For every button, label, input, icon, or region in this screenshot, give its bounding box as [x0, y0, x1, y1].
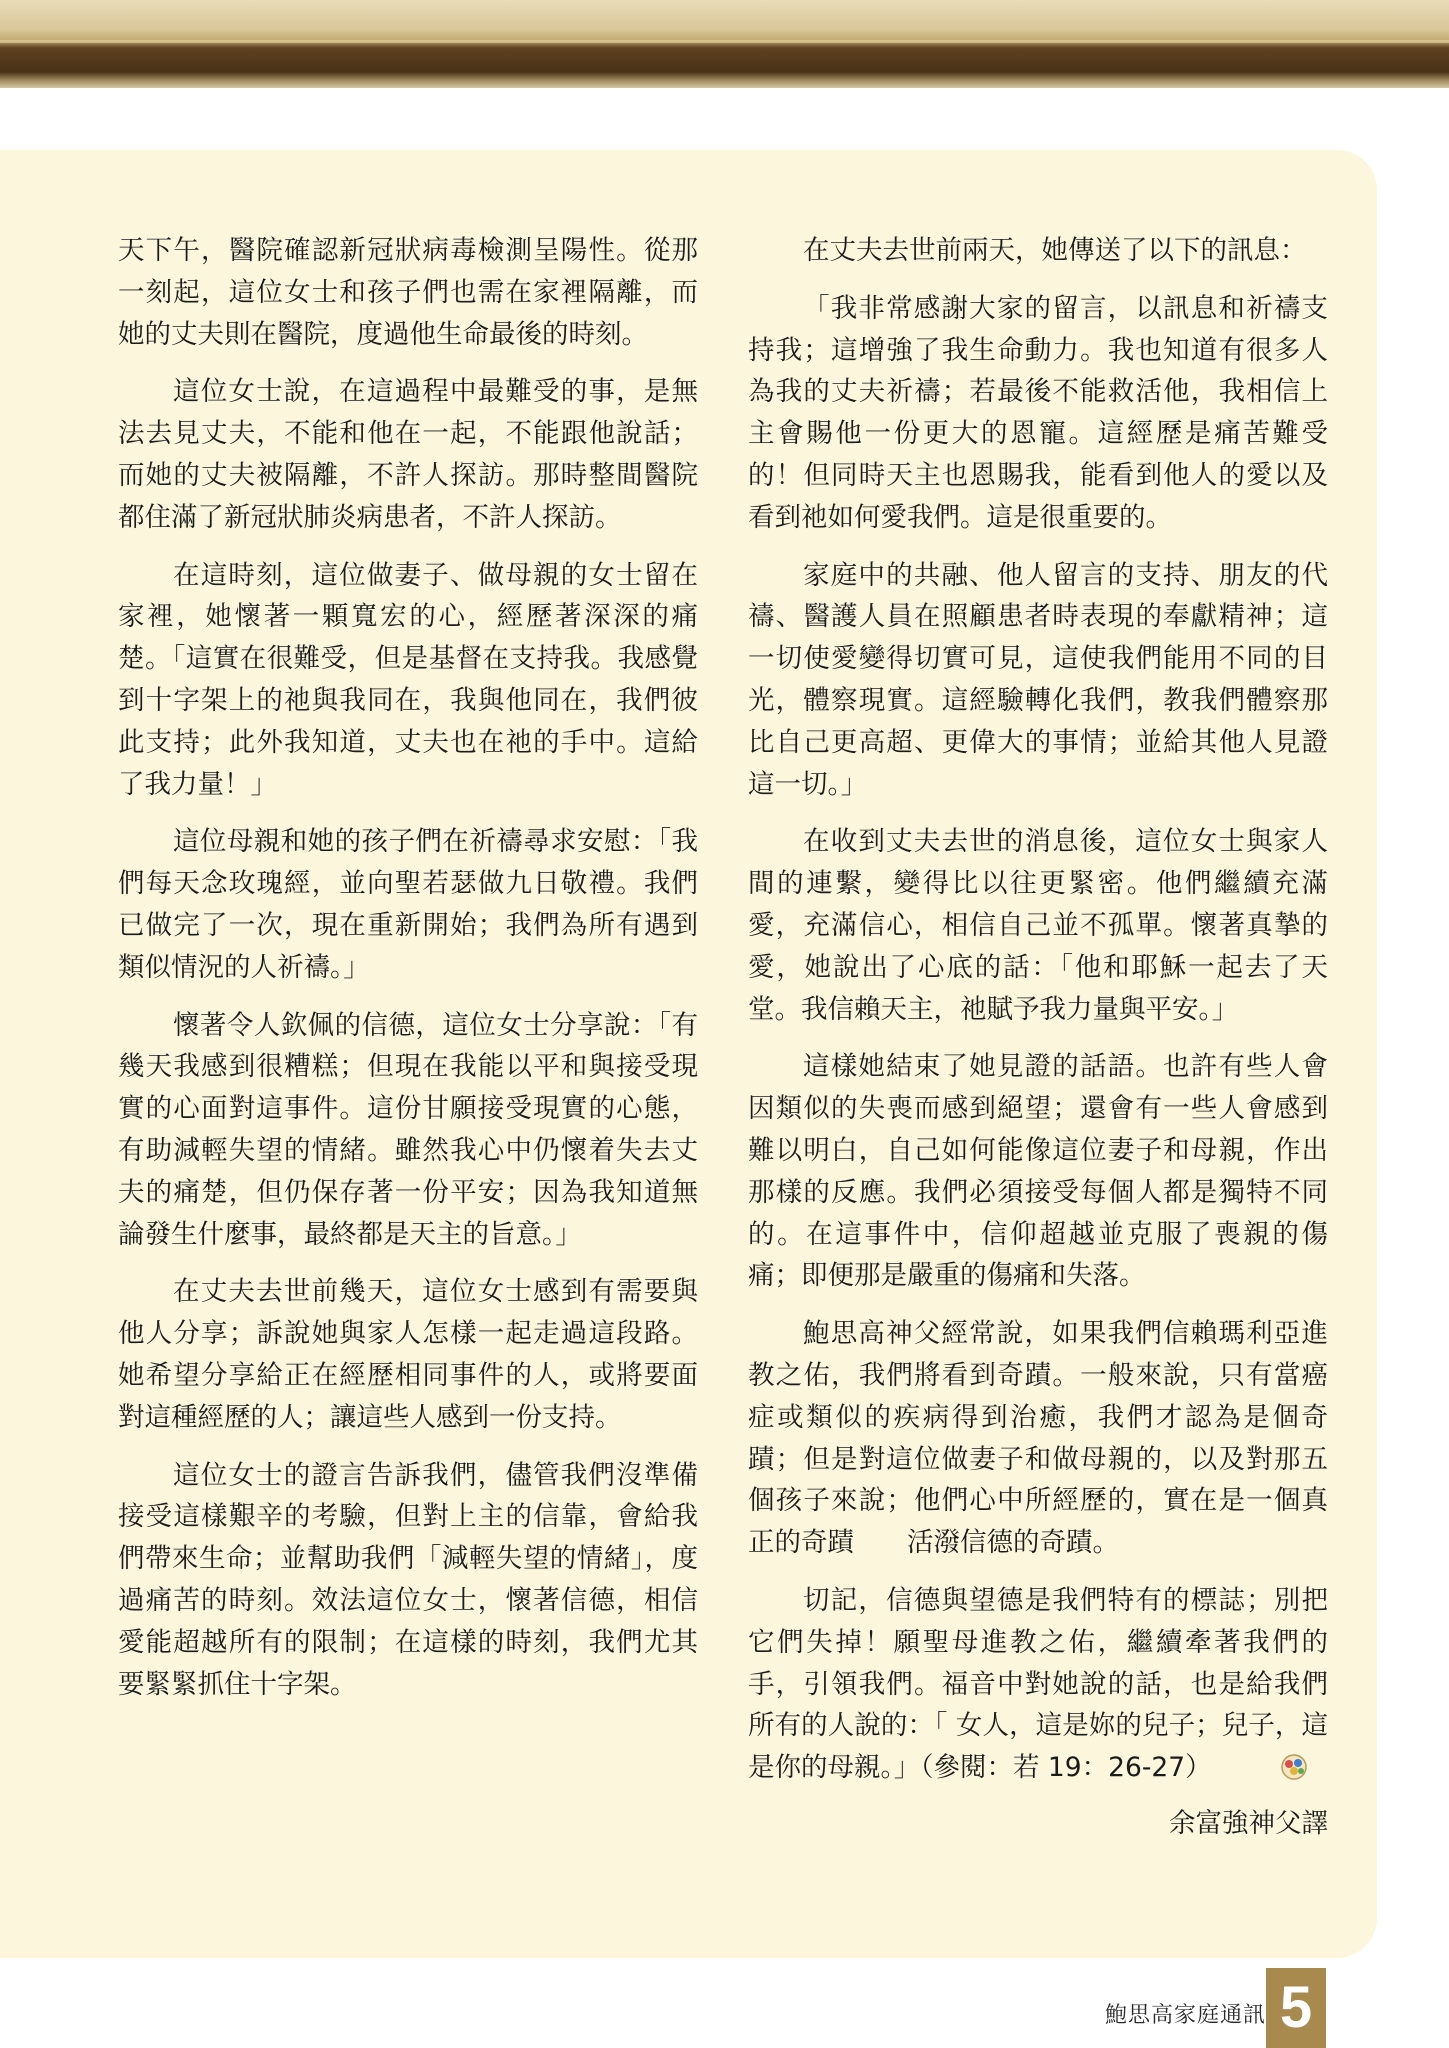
paragraph: 在收到丈夫去世的消息後，這位女士與家人間的連繫，變得比以往更緊密。他們繼續充滿愛，充滿信心，相信自己並不孤單。懷著真摯的愛，她說出了心底的話：「他和耶穌一起去了天堂。我信賴天主，祂賦予我力量與平安。」 — [748, 826, 1328, 1025]
paragraph-last — [748, 1580, 1328, 1789]
header-band — [0, 0, 1449, 88]
paragraph: 天下午，醫院確認新冠狀病毒檢測呈陽性。從那一刻起，這位女士和孩子們也需在家裡隔離，而她的丈夫則在醫院，度過他生命最後的時刻。 — [118, 235, 698, 350]
page-number-box — [1266, 1968, 1326, 2048]
paragraph: 懷著令人欽佩的信德，這位女士分享說：「有幾天我感到很糟糕；但現在我能以平和與接受現實的心面對這事件。這份甘願接受現實的心態，有助減輕失望的情緒。雖然我心中仍懷着失去丈夫的痛楚，但仍保存著一份平安；因為我知道無論發生什麼事，最終都是天主的旨意。」 — [118, 1009, 698, 1250]
publication-name: 鮑思高家庭通訊 — [1104, 2003, 1266, 2028]
paragraph: 家庭中的共融、他人留言的支持、朋友的代禱、醫護人員在照顧患者時表現的奉獻精神；這一切使愛變得切實可見，這使我們能用不同的目光，體察現實。這經驗轉化我們，教我們體察那比自己更高超、更偉大的事情；並給其他人見證這一切。」 — [748, 559, 1328, 800]
paragraph: 這位女士說，在這過程中最難受的事，是無法去見丈夫，不能和他在一起，不能跟他說話；而她的丈夫被隔離，不許人探訪。那時整間醫院都住滿了新冠狀肺炎病患者，不許人探訪。 — [118, 376, 698, 533]
paragraph: 鮑思高神父經常說，如果我們信賴瑪利亞進教之佑，我們將看到奇蹟。一般來說，只有當癌症或類似的疾病得到治癒，我們才認為是個奇蹟；但是對這位做妻子和做母親的，以及對那五個孩子來說；他們心中所經歷的，實在是一個真正的奇蹟 活潑信德的奇蹟。 — [748, 1318, 1328, 1559]
paragraph-text: 切記，信德與望德是我們特有的標誌；別把它們失掉！願聖母進教之佑，繼續牽著我們的手，引領我們。福音中對她說的話，也是給我們所有的人說的：「 女人，這是妳的兒子；兒子，這是你的母親。」（參閱：若 19：26-27） — [748, 1584, 1328, 1784]
right-column — [748, 230, 1328, 1845]
paragraph: 這位女士的證言告訴我們，儘管我們沒準備接受這樣艱辛的考驗，但對上主的信靠，會給我們帶來生命；並幫助我們「減輕失望的情緒」，度過痛苦的時刻。效法這位女士，懷著信德，相信愛能超越所有的限制；在這樣的時刻，我們尤其要緊緊抓住十字架。 — [118, 1459, 698, 1700]
salesian-emblem-icon — [1222, 1752, 1256, 1782]
paragraph: 在丈夫去世前幾天，這位女士感到有需要與他人分享；訴說她與家人怎樣一起走過這段路。 她希望分享給正在經歷相同事件的人，或將要面對這種經歷的人；讓這些人感到一份支持。 — [118, 1276, 698, 1433]
translator-signature: 余富強神父譯 — [1169, 1807, 1328, 1839]
left-column — [118, 230, 698, 1721]
paragraph: 在丈夫去世前兩天，她傳送了以下的訊息： — [803, 235, 1307, 266]
paragraph: 「我非常感謝大家的留言，以訊息和祈禱支持我；這增強了我生命動力。我也知道有很多人為我的丈夫祈禱；若最後不能救活他，我相信上主會賜他一份更大的恩寵。這經歷是痛苦難受的！但同時天主也恩賜我，能看到他人的愛以及看到祂如何愛我們。這是很重要的。 — [748, 292, 1328, 533]
paragraph: 這樣她結束了她見證的話語。也許有些人會因類似的失喪而感到絕望；還會有一些人會感到難以明白，自己如何能像這位妻子和母親，作出那樣的反應。我們必須接受每個人都是獨特不同的。在這事件中，信仰超越並克服了喪親的傷痛；即便那是嚴重的傷痛和失落。 — [748, 1051, 1328, 1292]
page-number: 5 — [1279, 1975, 1313, 2040]
paragraph: 這位母親和她的孩子們在祈禱尋求安慰：「我們每天念玫瑰經，並向聖若瑟做九日敬禮。我們已做完了一次，現在重新開始；我們為所有遇到類似情況的人祈禱。」 — [118, 826, 698, 983]
paragraph: 在這時刻，這位做妻子、做母親的女士留在家裡，她懷著一顆寬宏的心，經歷著深深的痛楚。「這實在很難受，但是基督在支持我。我感覺到十字架上的祂與我同在，我與他同在，我們彼此支持；此外我知道，丈夫也在祂的手中。這給了我力量！」 — [118, 559, 698, 800]
